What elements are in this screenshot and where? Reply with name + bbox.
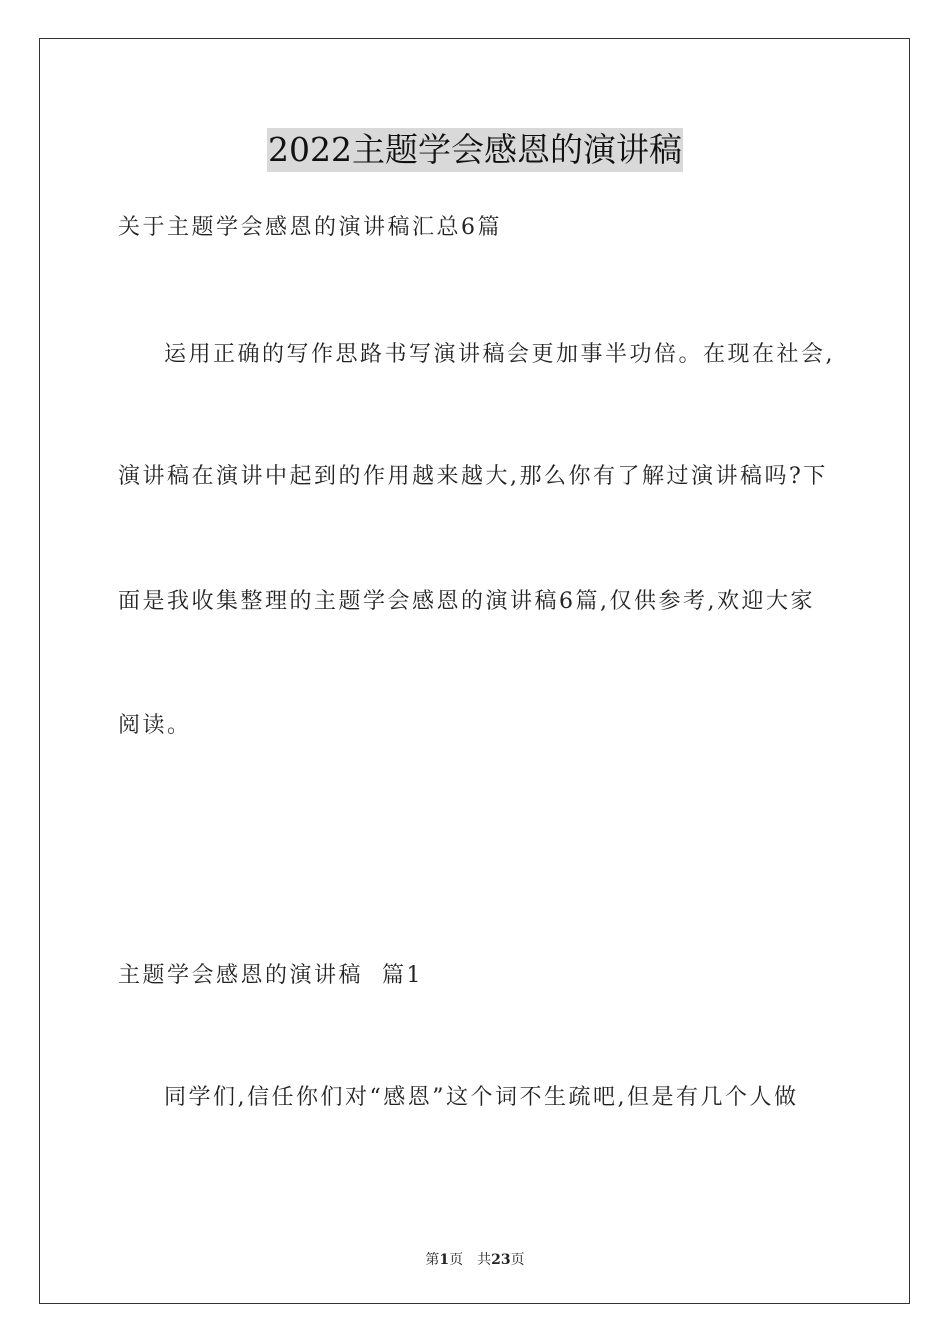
section-heading: 主题学会感恩的演讲稿 篇1: [118, 963, 423, 988]
footer-page-unit: 页: [449, 1252, 464, 1268]
document-subtitle: 关于主题学会感恩的演讲稿汇总6篇: [118, 215, 502, 240]
intro-line-4: 阅读。: [118, 713, 192, 738]
intro-line-2: 演讲稿在演讲中起到的作用越来越大,那么你有了解过演讲稿吗?下: [118, 464, 828, 489]
footer-total-prefix: 共: [477, 1252, 492, 1268]
footer-page-current: 1: [439, 1252, 450, 1268]
footer-page-prefix: 第: [425, 1252, 440, 1268]
document-title: 2022主题学会感恩的演讲稿: [267, 128, 683, 172]
document-title-container: [0, 128, 950, 172]
footer-page-total: 23: [491, 1252, 511, 1268]
section-first-line: 同学们,信任你们对“感恩”这个词不生疏吧,但是有几个人做: [164, 1085, 799, 1110]
intro-line-3: 面是我收集整理的主题学会感恩的演讲稿6篇,仅供参考,欢迎大家: [118, 589, 815, 614]
footer-total-unit: 页: [510, 1252, 525, 1268]
intro-line-1: 运用正确的写作思路书写演讲稿会更加事半功倍。在现在社会,: [164, 342, 835, 367]
page-footer: [0, 1249, 950, 1269]
